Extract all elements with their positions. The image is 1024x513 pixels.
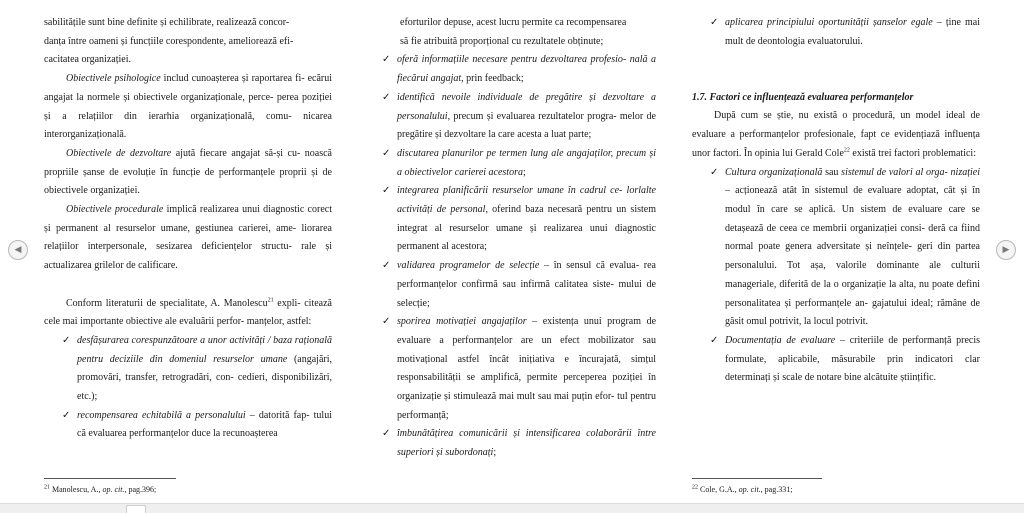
next-page-button[interactable] [996, 240, 1016, 260]
footnote-number: 21 [44, 484, 50, 491]
text-column-left [44, 14, 332, 444]
paragraph-psychological-objectives [44, 70, 332, 145]
text: ajută fiecare angajat să-și cu- noască propriile șanse de evoluție în funcție de performanțele proprii și de obiectivele organizației. [44, 147, 332, 197]
text: , pag.396; [124, 485, 157, 494]
paragraph-gap [692, 70, 980, 89]
checkmark-icon: ✓ [382, 316, 391, 328]
paragraph-intro [692, 107, 980, 163]
term: discutarea planurilor pe termen lung ale angajaților, precum și a obiectivelor carierei acestora [397, 147, 656, 178]
paragraph-gap [44, 276, 332, 295]
list-item [382, 425, 656, 462]
text: Conform literaturii de specialitate, A. Manolescu [66, 297, 268, 309]
footnote-21 [44, 484, 156, 495]
list-item [382, 145, 656, 182]
text-line: sabilitățile sunt bine definite și echilibrate, realizează concor- [44, 17, 290, 28]
checkmark-icon: ✓ [710, 166, 719, 178]
paragraph-procedural-objectives [44, 201, 332, 276]
text: includ cunoașterea și raportarea fi- ecărui angajat la normele și obiectivele organizaționale, perce- perea poziției și a relațiilor din ierarhia organizațională, comu- nicarea interorganizațională. [44, 73, 332, 141]
term: integrarea planificării resurselor umane în cadrul ce- lorlalte activități de personal [397, 185, 656, 216]
footnote-22 [692, 484, 792, 495]
checkmark-icon: ✓ [62, 334, 71, 346]
term: sporirea motivației angajaților [397, 316, 527, 328]
footnote-number: 22 [692, 484, 698, 491]
term: sistemul de valori al orga- nizației [841, 166, 980, 178]
text: op. cit. [102, 485, 125, 494]
text-line: danța între oameni și funcțiile corespondente, ameliorează efi- [44, 35, 294, 47]
term: îmbunătățirea comunicării și intensificarea colaborării între superiori și subordonați [397, 428, 656, 459]
text-line: eforturilor depuse, acest lucru permite ca recompensarea [400, 17, 627, 28]
term: aplicarea principiului oportunității șanselor egale [725, 17, 933, 28]
text: – în sensul că evalua- rea performanțelor confirmă sau infirmă calitatea siste- mului de selecție; [397, 260, 656, 309]
footnote-separator [692, 478, 822, 479]
footnote-ref[interactable]: 22 [843, 147, 850, 154]
list-item [62, 332, 332, 407]
list-item [710, 14, 980, 51]
text: (angajări, promovări, transfer, retrogradări, con- cedieri, disponibilizări, etc.); [77, 353, 332, 403]
text: implică realizarea unui diagnostic corect și permanent al resurselor umane, gestiunea carierei, ame- liorarea relațiilor interpersonale, sesizarea deficiențelor structu- rale și actualizarea grilelor de calificare. [44, 204, 332, 272]
text: – existența unui program de evaluare a performanțelor are un efect mobilizator sau motivațional astfel încât inițiativa e încurajată, simțul responsabilității se amplifică, permite perceperea poziției în organizație și stimulează mai mult sau mai puțin efor- tul pentru performanță; [397, 316, 657, 421]
term: identifică nevoile individuale de pregătire și dezvoltare a personalului [397, 91, 656, 122]
list-item [382, 313, 656, 425]
term: Obiectivele procedurale [66, 204, 164, 216]
term: Obiectivele de dezvoltare [66, 147, 172, 159]
paragraph-development-objectives [44, 145, 332, 201]
text-line: cacitatea organizației. [44, 54, 131, 66]
checkmark-icon: ✓ [382, 185, 391, 197]
term: validarea programelor de selecție [397, 260, 540, 272]
text: După cum se știe, nu există o procedură, un model ideal de evaluare a performanțelor profesionale, fapt ce evidențiază influența unor factori. În opinia lui Gerald Cole [692, 110, 980, 159]
list-item [62, 407, 332, 444]
text: – criteriile de performanță precis formulate, aplicabile, măsurabile prin indicatori clar determinați și scale de notare bine alcătuite științific. [725, 334, 981, 384]
term: Documentația de evaluare [725, 334, 836, 346]
text: ; [493, 447, 497, 459]
term: Cultura organizațională [725, 166, 823, 178]
checkmark-icon: ✓ [382, 260, 391, 272]
text: expli- citează cele mai importante obiective ale evaluării perfor- manțelor, astfel: [44, 297, 332, 328]
checkmark-icon: ✓ [710, 17, 719, 28]
text: op. cit. [738, 485, 761, 494]
paragraph-conform [44, 295, 332, 332]
text: Manolescu, A., [50, 485, 103, 494]
paragraph-gap [692, 51, 980, 70]
text: , pag.331; [760, 485, 793, 494]
checkmark-icon: ✓ [382, 91, 391, 103]
previous-page-button[interactable] [8, 240, 28, 260]
text: , precum și evaluarea rezultatelor progra- melor de pregătire și dezvoltare la care acesta a luat parte; [397, 110, 656, 141]
text-column-middle [382, 14, 656, 463]
term: desfășurarea corespunzătoare a unor activități / baza rațională pentru deciziile din domeniul resurselor umane [77, 334, 332, 365]
text-line: să fie atribuită proporțional cu rezultatele obținute; [400, 35, 604, 47]
text: , oferind baza necesară pentru un sistem integrat al resurselor umane și realizarea unui diagnostic permanent al acestora; [397, 204, 656, 253]
text: sau [822, 166, 842, 178]
list-item [382, 89, 656, 145]
list-item [382, 51, 656, 88]
footnote-ref[interactable]: 21 [267, 297, 274, 304]
text: ; [522, 166, 526, 178]
list-item [382, 182, 656, 257]
list-item [382, 257, 656, 313]
chevron-left-icon: ◀ [14, 245, 22, 255]
text: , prin feedback; [461, 73, 524, 85]
checkmark-icon: ✓ [382, 147, 391, 159]
footnote-separator [44, 478, 176, 479]
text: Cole, G.A., [698, 485, 739, 494]
term: oferă informațiile necesare pentru dezvoltarea profesio- nală a fiecărui angajat [397, 54, 656, 85]
text: – ține mai mult de deontologia evaluatorului. [725, 17, 980, 47]
checkmark-icon: ✓ [710, 334, 719, 346]
section-heading: 1.7. Factori ce influențează evaluarea performanțelor [692, 91, 914, 103]
text: – datorită fap- tului că evaluarea performanțelor duce la recunoașterea [77, 409, 332, 440]
chevron-right-icon: ▶ [1002, 245, 1010, 255]
text: există trei factori problematici: [849, 147, 976, 159]
term: Obiectivele psihologice [66, 73, 161, 85]
checkmark-icon: ✓ [382, 54, 391, 66]
term: recompensarea echitabilă a personalului [77, 409, 246, 421]
list-item [710, 332, 980, 388]
checkmark-icon: ✓ [62, 409, 71, 421]
text: – acționează atât în sistemul de evaluare adoptat, cât și în modul în care se aplică. Un sistem de evaluare care se detașează de ceea ce membrii organizației consi- deră ca fiind normal poate genera adversitate și neînțele- geri din partea personalului. Tot așa, valorile dominante ale culturii manageriale, diferită de la o organizație la alta, nu poate defini personalitatea și performanțele an- gajatului ideal; rămâne de găsit omul potrivit, la locul potrivit. [725, 185, 980, 328]
checkmark-icon: ✓ [382, 428, 391, 440]
text-column-right [692, 14, 980, 388]
list-item [710, 164, 980, 332]
